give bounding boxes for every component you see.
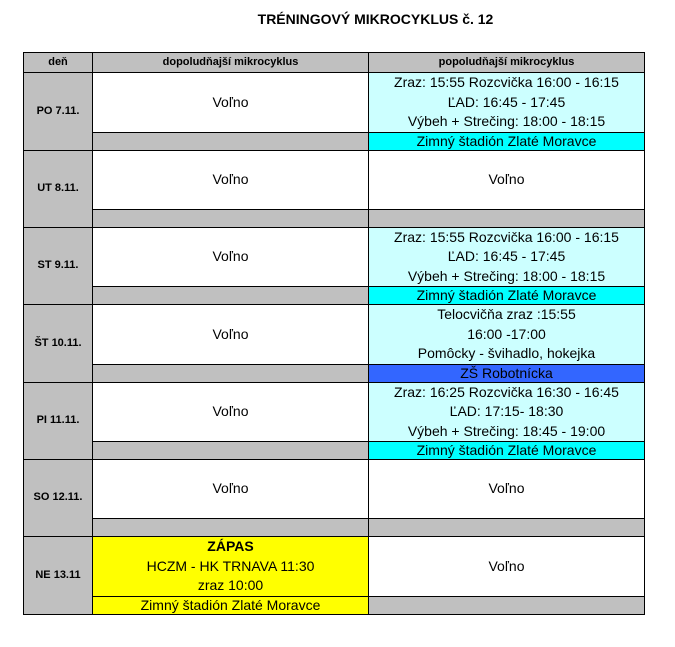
header-morning: dopoludňajší mikrocyklus	[93, 53, 369, 73]
afternoon-cell	[369, 305, 645, 365]
table-row	[24, 460, 645, 519]
table-row	[24, 227, 645, 287]
table-row	[24, 150, 645, 209]
afternoon-cell: Voľno	[369, 460, 645, 519]
day-label: ST 9.11.	[24, 227, 93, 305]
session-line: Pomôcky - švihadlo, hokejka	[417, 345, 596, 361]
session-line: ĽAD: 16:45 - 17:45	[447, 93, 566, 110]
afternoon-cell	[369, 382, 645, 442]
header-day: deň	[24, 53, 93, 73]
morning-cell: Voľno	[93, 305, 369, 365]
session-line: Zraz: 15:55 Rozcvička 16:00 - 16:15	[394, 228, 619, 245]
table-row	[24, 382, 645, 442]
afternoon-place: Zimný štadión Zlaté Moravce	[369, 442, 645, 460]
afternoon-cell: Voľno	[369, 150, 645, 209]
table-row-place	[24, 519, 645, 537]
table-row-place	[24, 364, 645, 382]
day-label: ŠT 10.11.	[24, 305, 93, 383]
header-afternoon: popoludňajší mikrocyklus	[369, 53, 645, 73]
session-line: Výbeh + Strečing: 18:00 - 18:15	[407, 113, 606, 129]
morning-cell: Voľno	[93, 382, 369, 442]
table-row	[24, 73, 645, 133]
table-row-place	[24, 287, 645, 305]
day-label: NE 13.11	[24, 537, 93, 615]
morning-cell: Voľno	[93, 460, 369, 519]
morning-cell: Voľno	[93, 227, 369, 287]
training-table	[23, 52, 645, 615]
session-line: Zraz: 16:25 Rozcvička 16:30 - 16:45	[394, 383, 619, 400]
table-row-place	[24, 442, 645, 460]
session-line: ĽAD: 16:45 - 17:45	[447, 248, 566, 264]
afternoon-place-bar	[369, 596, 645, 614]
afternoon-cell: Voľno	[369, 537, 645, 597]
table-row	[24, 537, 645, 597]
match-cell	[93, 537, 369, 597]
afternoon-place: ZŠ Robotnícka	[369, 364, 645, 382]
table-header-row	[24, 53, 645, 73]
morning-cell: Voľno	[93, 73, 369, 133]
session-line: ĽAD: 17:15- 18:30	[449, 403, 564, 419]
day-label: PI 11.11.	[24, 382, 93, 460]
session-line: Telocvičňa zraz :15:55	[437, 306, 576, 322]
day-label: PO 7.11.	[24, 73, 93, 151]
morning-place-bar	[93, 132, 369, 150]
day-label: UT 8.11.	[24, 150, 93, 227]
morning-place-bar	[93, 287, 369, 305]
table-row-place	[24, 596, 645, 614]
page-title: TRÉNINGOVÝ MIKROCYKLUS č. 12	[257, 11, 494, 27]
afternoon-cell	[369, 73, 645, 133]
session-line: Výbeh + Strečing: 18:45 - 19:00	[407, 422, 606, 439]
morning-place-bar	[93, 209, 369, 227]
table-row-place	[24, 209, 645, 227]
session-line: Výbeh + Strečing: 18:00 - 18:15	[407, 267, 606, 284]
session-line: Zraz: 15:55 Rozcvička 16:00 - 16:15	[394, 74, 619, 90]
afternoon-place: Zimný štadión Zlaté Moravce	[369, 132, 645, 150]
match-teams: HCZM - HK TRNAVA 11:30	[146, 557, 315, 574]
morning-place: Zimný štadión Zlaté Moravce	[93, 596, 369, 614]
match-meet-time: zraz 10:00	[197, 577, 264, 593]
day-label: SO 12.11.	[24, 460, 93, 537]
match-title: ZÁPAS	[207, 538, 254, 554]
morning-place-bar	[93, 519, 369, 537]
afternoon-cell	[369, 227, 645, 287]
table-row-place	[24, 132, 645, 150]
afternoon-place: Zimný štadión Zlaté Moravce	[369, 287, 645, 305]
morning-place-bar	[93, 442, 369, 460]
morning-place-bar	[93, 364, 369, 382]
afternoon-place-bar	[369, 519, 645, 537]
table-row	[24, 305, 645, 365]
session-line: 16:00 -17:00	[467, 325, 546, 342]
afternoon-place-bar	[369, 209, 645, 227]
morning-cell: Voľno	[93, 150, 369, 209]
